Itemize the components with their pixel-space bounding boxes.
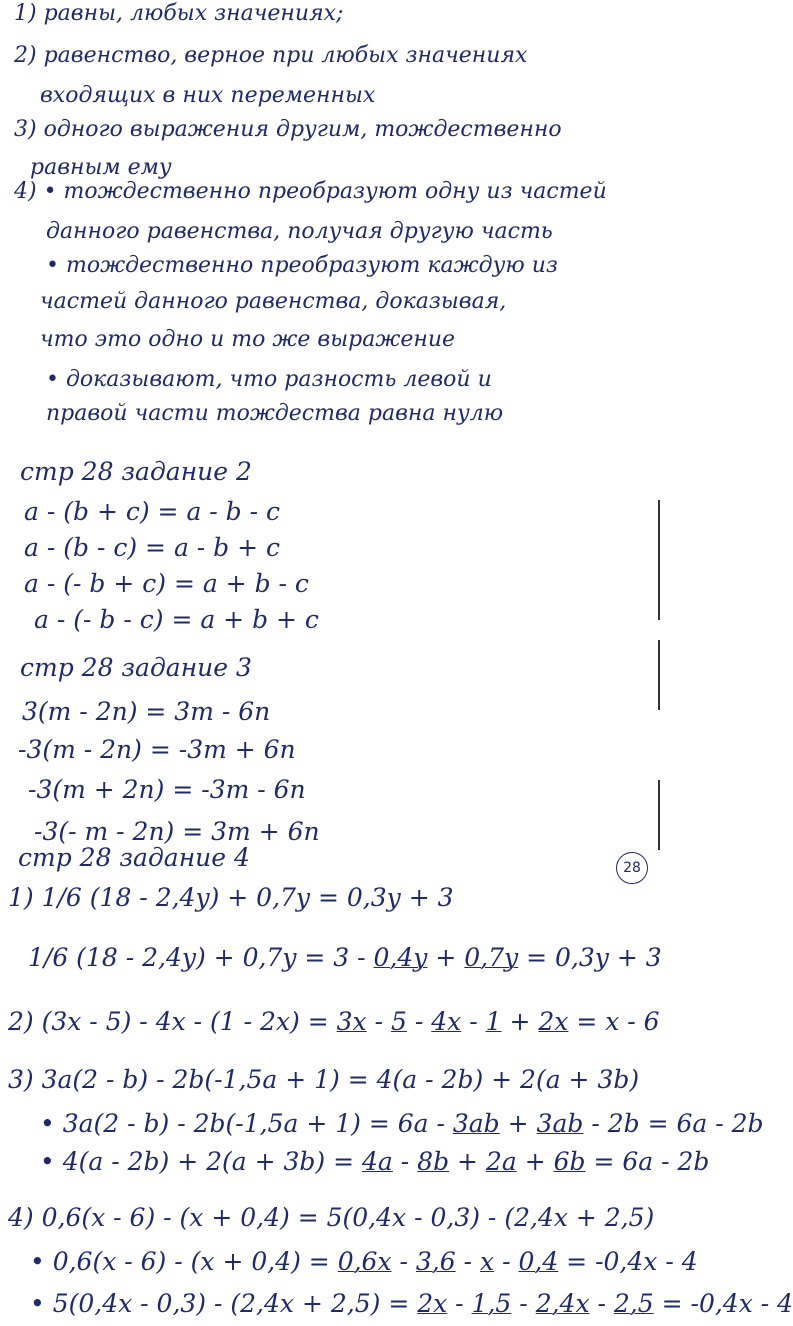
text: - [392,1147,418,1176]
text: • 3a(2 - b) - 2b(-1,5a + 1) = 6a - [40,1109,453,1138]
underlined-term: 3,6 [415,1247,456,1276]
text: - [589,1289,614,1318]
underlined-term: 4a [362,1147,393,1176]
theory-line-7: данного равенства, получая другую часть [46,219,553,244]
underlined-term: 0,4y [373,943,428,972]
underlined-term: 3ab [452,1109,500,1138]
text: + [427,943,465,972]
task3-eq-3: -3(m + 2n) = -3m - 6n [28,775,306,804]
underlined-term: 8b [417,1147,450,1176]
theory-line-5: равным ему [30,155,172,180]
task4-p3-statement: 3) 3a(2 - b) - 2b(-1,5a + 1) = 4(a - 2b) + 2(a + 3b) [8,1065,640,1094]
theory-line-9: частей данного равенства, доказывая, [40,289,507,314]
task2-eq-3: a - (- b + c) = a + b - c [24,569,309,598]
text: - [494,1247,519,1276]
theory-line-11: • доказывают, что разность левой и [46,367,492,392]
text: - [447,1289,472,1318]
text: - 2b = 6a - 2b [583,1109,764,1138]
task4-p4-left [30,1247,698,1276]
task4-p3-left [40,1109,764,1138]
text: + [501,1007,539,1036]
underlined-term: 3x [336,1007,367,1036]
theory-line-2: 2) равенство, верное при любых значениях [14,43,528,68]
underlined-term: 0,4 [518,1247,559,1276]
theory-line-3: входящих в них переменных [40,83,376,108]
scan-edge-line [658,780,660,850]
text: = 0,3y + 3 [518,943,662,972]
text: = 6a - 2b [585,1147,710,1176]
underlined-term: 3ab [536,1109,584,1138]
underlined-term: 1,5 [471,1289,512,1318]
theory-line-1: 1) равны, любых значениях; [14,1,344,26]
text: • 4(a - 2b) + 2(a + 3b) = [40,1147,363,1176]
text: - [511,1289,536,1318]
task3-header: стр 28 задание 3 [20,653,252,682]
scan-edge-line [658,640,660,710]
text: - [461,1007,486,1036]
text: + [516,1147,554,1176]
theory-line-10: что это одно и то же выражение [40,327,456,352]
task3-eq-4: -3(- m - 2n) = 3m + 6n [34,817,320,846]
underlined-term: 2,5 [613,1289,654,1318]
page-number-badge: 28 [616,852,648,884]
text: = x - 6 [568,1007,660,1036]
underlined-term: x [480,1247,495,1276]
task4-p4-right [30,1289,793,1318]
task3-eq-2: -3(m - 2n) = -3m + 6n [18,735,296,764]
text: • 0,6(x - 6) - (x + 0,4) = [30,1247,338,1276]
underlined-term: 5 [391,1007,407,1036]
underlined-term: 2a [485,1147,517,1176]
underlined-term: 2x [538,1007,569,1036]
text: - [391,1247,416,1276]
underlined-term: 1 [485,1007,502,1036]
task4-p4-statement: 4) 0,6(x - 6) - (x + 0,4) = 5(0,4x - 0,3) - (2,4x + 2,5) [8,1203,655,1232]
task4-p3-right [40,1147,710,1176]
text: + [499,1109,537,1138]
task2-eq-2: a - (b - c) = a - b + c [24,533,281,562]
task2-header: стр 28 задание 2 [20,457,252,486]
scan-edge-line [658,500,660,620]
underlined-term: 6b [553,1147,586,1176]
text: = -0,4x - 4 [653,1289,793,1318]
theory-line-4: 3) одного выражения другим, тождественно [14,117,562,142]
text: 2) (3x - 5) - 4x - (1 - 2x) = [8,1007,337,1036]
theory-line-6: 4) • тождественно преобразуют одну из частей [14,179,607,204]
underlined-term: 0,6x [337,1247,392,1276]
text: - [366,1007,392,1036]
text: + [449,1147,486,1176]
text: • 5(0,4x - 0,3) - (2,4x + 2,5) = [30,1289,418,1318]
task4-header: стр 28 задание 4 [18,843,250,872]
underlined-term: 0,7y [464,943,519,972]
text: - [406,1007,432,1036]
text: 1/6 (18 - 2,4y) + 0,7y = 3 - [28,943,374,972]
task4-p2 [8,1008,658,1036]
task4-p1-solution [28,943,662,972]
text: = -0,4x - 4 [558,1247,698,1276]
task2-eq-1: a - (b + c) = a - b - c [24,497,281,526]
underlined-term: 4x [431,1007,462,1036]
text: - [455,1247,481,1276]
theory-line-8: • тождественно преобразуют каждую из [46,253,558,278]
task4-p1-statement: 1) 1/6 (18 - 2,4y) + 0,7y = 0,3y + 3 [8,883,454,912]
underlined-term: 2,4x [535,1289,590,1318]
underlined-term: 2x [417,1289,448,1318]
task3-eq-1: 3(m - 2n) = 3m - 6n [22,697,271,726]
theory-line-12: правой части тождества равна нулю [46,401,504,426]
task2-eq-4: a - (- b - c) = a + b + c [34,605,319,634]
